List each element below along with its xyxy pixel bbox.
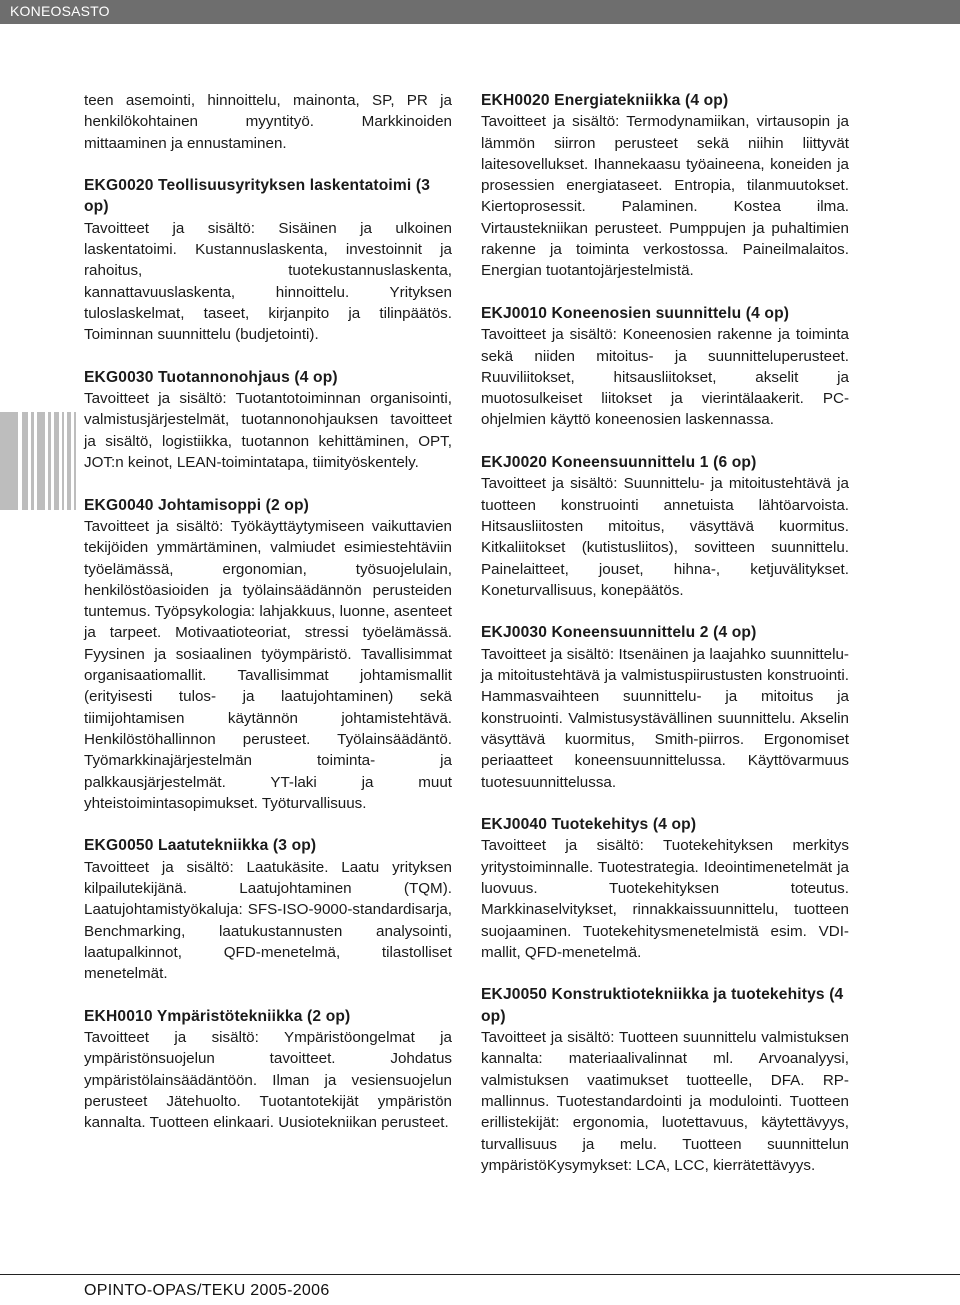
course-section	[481, 303, 849, 431]
course-section	[481, 452, 849, 601]
course-description: Tavoitteet ja sisältö: Työkäyttäytymiseen vaikuttavien tekijöiden ymmärtäminen, valmiudet esimiestehtäviin työelämässä, ergonomian, työsuojelulain, henkilöstöasioiden ja työlainsäädännön perusteiden tuntemus. Työpsykologia: lahjakkuus, luonne, asenteet ja tarpeet. Motivaatioteoriat, stressi työelämässä. Fyysinen ja sosiaalinen työympäristö. Tavallisimmat organisaatiomallit. Tavallisimmat johtamismallit (erityisesti tulos- ja laatujohtaminen) sekä tiimijohtamisen käytännön johtamistehtävä. Henkilöstöhallinnon perusteet. Työlainsäädäntö. Työmarkkinajärjestelmän toiminta- ja palkkausjärjestelmät. YT-laki ja muut yhteistoimintasopimukset. Työturvallisuus.	[84, 517, 452, 812]
course-section	[84, 175, 452, 345]
header-bar	[0, 0, 960, 24]
course-description: Tavoitteet ja sisältö: Koneenosien rakenne ja toiminta sekä niiden mitoitus- ja suunnitteluperusteet. Ruuviliitokset, hitsausliitokset, akselit ja muotosulkeiset liitokset ja vierintälaakerit. PC-ohjelmien käyttö koneenosien laskennassa.	[481, 326, 849, 429]
course-description: Tavoitteet ja sisältö: Tuotteen suunnittelu valmistuksen kannalta: materiaalivalinnat ml. Arvoanalyysi, valmistuksen vaatimukset tuotteelle, DFA. RP-mallinnus. Tuotestandardointi ja modulointi. Tuotteen erillistekijät: ergonomia, luotettavuus, käytettävyys, turvallisuus ja melu. Tuotteen suunnittelun ympäristöKysymykset: LCA, LCC, kierrätettävyys.	[481, 1029, 849, 1174]
course-section	[84, 835, 452, 984]
course-section	[84, 367, 452, 473]
course-title: EKG0030 Tuotannonohjaus (4 op)	[84, 368, 338, 386]
course-description: Tavoitteet ja sisältö: Tuotekehityksen merkitys yritystoiminnalle. Tuotestrategia. Ideointimenetelmät ja luovuus. Tuotekehityksen toteutus. Markkinaselvitykset, rinnakkaissuunnittelu, tuotteen suojaaminen. Tuotekehitysmenetelmistä esim. VDI-mallit, QFD-menetelmä.	[481, 837, 849, 961]
course-description: Tavoitteet ja sisältö: Tuotantotoiminnan organisointi, valmistusjärjestelmät, tuotannonohjauksen tavoitteet ja sisältö, logistiikka, tuotannon kehittäminen, OPT, JOT:n keinot, LEAN-toimintatapa, tiimityöskentely.	[84, 390, 452, 472]
crop-mark-graphic	[0, 412, 80, 510]
course-description: Tavoitteet ja sisältö: Laatukäsite. Laatu yrityksen kilpailutekijänä. Laatujohtaminen (TQM). Laatujohtamistyökaluja: SFS-ISO-9000-standardisarja, Benchmarking, laatukustannusten analysointi, laatupalkinnot, QFD-menetelmä, tilastolliset menetelmät.	[84, 858, 452, 983]
course-title: EKG0020 Teollisuusyrityksen laskentatoimi (3 op)	[84, 177, 431, 216]
course-section	[481, 622, 849, 792]
course-title: EKG0040 Johtamisoppi (2 op)	[84, 496, 310, 514]
header-title: KONEOSASTO	[10, 3, 110, 19]
course-description: Tavoitteet ja sisältö: Suunnittelu- ja mitoitustehtävä ja tuotteen konstruointi annetuista lähtöarvoista. Hitsausliitosten mitoitus, väsyttävä kuormitus. Kitkaliitokset (kutistusliitos), sovitteen suunnittelu. Painelaitteet, jouset, hihna-, ketjuvälitykset. Koneturvallisuus, konepäätös.	[481, 475, 849, 599]
continuation-text: teen asemointi, hinnoittelu, mainonta, SP, PR ja henkilökohtainen myyntityö. Markkinoiden mittaaminen ja ennustaminen.	[84, 92, 452, 152]
course-title: EKJ0040 Tuotekehitys (4 op)	[481, 816, 697, 834]
course-description: Tavoitteet ja sisältö: Itsenäinen ja laajahko suunnittelu- ja mitoitustehtävä ja valmistuspiirustusten konstruointi. Hammasvaihteen suunnittelu- ja mitoitus ja konstruointi. Valmistusystävällinen suunnittelu. Akselin väsyttävä kuormitus, Smith-piirros. Ergonomiset periaatteet koneensuunnittelussa. Käyttövarmuus tuotesuunnittelussa.	[481, 645, 849, 791]
course-title: EKH0010 Ympäristötekniikka (2 op)	[84, 1007, 351, 1025]
course-description: Tavoitteet ja sisältö: Ympäristöongelmat ja ympäristönsuojelun tavoitteet. Johdatus ympäristölainsäädäntöön. Ilman ja vesiensuojelun perusteet Jätehuolto. Tuotantotekijät ympäristön kannalta. Tuotteen elinkaari. Uusiotekniikan perusteet.	[84, 1029, 452, 1132]
course-title: EKJ0010 Koneenosien suunnittelu (4 op)	[481, 304, 790, 322]
course-title: EKJ0030 Koneensuunnittelu 2 (4 op)	[481, 624, 757, 642]
course-section	[481, 814, 849, 963]
course-title: EKJ0050 Konstruktiotekniikka ja tuotekehitys (4 op)	[481, 986, 844, 1025]
course-description: Tavoitteet ja sisältö: Termodynamiikan, virtausopin ja lämmön siirron perusteet sekä niihin liittyvät laitesovellukset. Ihannekaasu työaineena, koneiden ja prosessien energiataseet. Entropia, tilanmuutokset. Kiertoprosessit. Palaminen. Kostea ilma. Virtaustekniikan perusteet. Pumppujen ja puhaltimien rakenne ja toiminta verkostossa. Paineilmalaitos. Energian tuotantojärjestelmistä.	[481, 113, 849, 280]
course-title: EKH0020 Energiatekniikka (4 op)	[481, 92, 729, 109]
footer-text: OPINTO-OPAS/TEKU 2005-2006	[84, 1282, 330, 1299]
course-section	[84, 1006, 452, 1134]
left-column	[84, 90, 452, 1155]
course-description: Tavoitteet ja sisältö: Sisäinen ja ulkoinen laskentatoimi. Kustannuslaskenta, investoinnit ja rahoitus, tuotekustannuslaskenta, kannattavuuslaskenta, hinnoittelu. Yrityksen tuloslaskelmat, taseet, kirjanpito ja tilinpäätös. Toiminnan suunnittelu (budjetointi).	[84, 219, 452, 344]
course-section	[481, 90, 849, 282]
footer-divider	[0, 1274, 960, 1275]
course-title: EKJ0020 Koneensuunnittelu 1 (6 op)	[481, 454, 757, 472]
right-column	[481, 90, 849, 1197]
course-section	[84, 495, 452, 814]
course-title: EKG0050 Laatutekniikka (3 op)	[84, 837, 317, 855]
course-section	[481, 984, 849, 1176]
